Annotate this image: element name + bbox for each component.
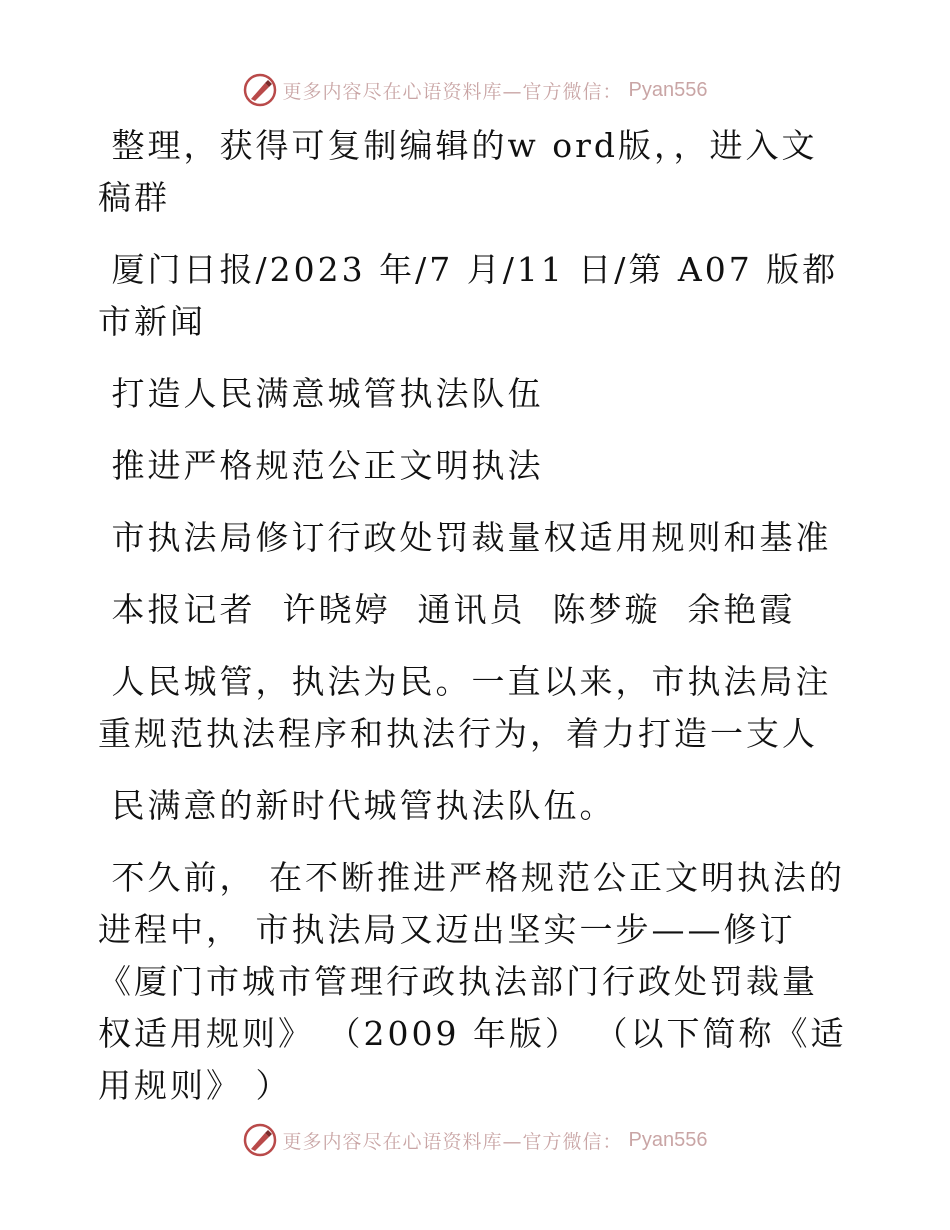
paragraph-intro: 整理，获得可复制编辑的w ord版，，进入文稿群 — [98, 126, 818, 217]
headline-3: 市执法局修订行政处罚裁量权适用规则和基准 — [98, 518, 832, 557]
watermark-wechat-id: Pyan556 — [628, 1128, 708, 1151]
watermark-text: 更多内容尽在心语资料库—官方微信： — [282, 80, 623, 103]
paragraph-body-3: 不久前， 在不断推进严格规范公正文明执法的进程中， 市执法局又迈出坚实一步——修订 《厦门市城市管理行政执法部门行政处罚裁量权适用规则》 （2009 年版） （以下简称《适用规则》 ） — [98, 858, 847, 1105]
pen-logo-icon — [243, 73, 277, 107]
watermark-wechat-id: Pyan556 — [628, 78, 708, 101]
paragraph-body-2: 民满意的新时代城管执法队伍。 — [98, 786, 616, 825]
headline-1: 打造人民满意城管执法队伍 — [98, 374, 544, 413]
headline-2: 推进严格规范公正文明执法 — [98, 446, 544, 485]
byline: 本报记者 许晓婷 通讯员 陈梦璇 余艳霞 — [98, 590, 796, 629]
paragraph-body-1: 人民城管，执法为民。一直以来，市执法局注重规范执法程序和执法行为，着力打造一支人 — [98, 662, 832, 753]
watermark-text: 更多内容尽在心语资料库—官方微信： — [282, 1130, 623, 1153]
paragraph-source: 厦门日报/2023 年/7 月/11 日/第 A07 版都市新闻 — [98, 250, 839, 341]
watermark-footer — [0, 1120, 950, 1160]
document-body — [98, 120, 848, 1112]
watermark-header — [0, 70, 950, 110]
pen-logo-icon — [243, 1123, 277, 1157]
